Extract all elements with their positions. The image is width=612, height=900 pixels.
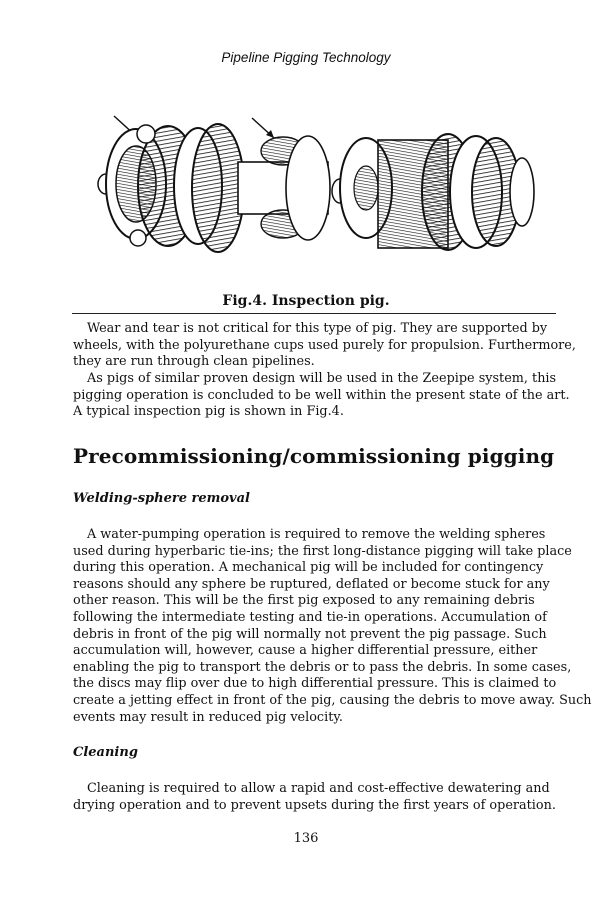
rear-module xyxy=(332,134,534,250)
text-line: Wear and tear is not critical for this type of pig. They are supported by xyxy=(87,321,548,336)
inspection-pig-illustration xyxy=(78,106,538,292)
text-line: during this operation. A mechanical pig will be included for contingency xyxy=(73,560,544,576)
text-line: debris in front of the pig will normally not prevent the pig passage. Such xyxy=(73,626,547,642)
subsection-heading-welding-sphere: Welding-sphere removal xyxy=(73,491,250,506)
front-module xyxy=(98,124,244,252)
pointer-arrow-right xyxy=(252,118,274,138)
text-line: reasons should any sphere be ruptured, deflated or become stuck for any xyxy=(73,576,550,592)
text-line: the discs may flip over due to high differential pressure. This is claimed to xyxy=(73,676,557,692)
paragraph-cleaning xyxy=(73,781,558,814)
text-line: drying operation and to prevent upsets during the first years of operation. xyxy=(73,797,556,813)
figure-caption: Fig.4. Inspection pig. xyxy=(222,293,390,309)
text-line: wheels, with the polyurethane cups used purely for propulsion. Furthermore, xyxy=(73,337,576,353)
text-line: create a jetting effect in front of the pig, causing the debris to move away. Such xyxy=(73,692,592,708)
text-line: used during hyperbaric tie-ins; the first long-distance pigging will take place xyxy=(73,543,572,559)
text-line: Cleaning is required to allow a rapid and cost-effective dewatering and xyxy=(87,781,550,796)
text-line: following the intermediate testing and tie-in operations. Accumulation of xyxy=(73,609,547,625)
text-line: other reason. This will be the first pig exposed to any remaining debris xyxy=(73,593,535,609)
running-header: Pipeline Pigging Technology xyxy=(221,50,391,65)
text-line: pigging operation is concluded to be well within the present state of the art. xyxy=(73,387,570,403)
text-line: A typical inspection pig is shown in Fig.4. xyxy=(73,404,344,420)
page-number: 136 xyxy=(293,831,319,846)
paragraph-wear-and-tear xyxy=(73,321,576,371)
subsection-heading-cleaning: Cleaning xyxy=(73,745,138,760)
text-line: events may result in reduced pig velocity. xyxy=(73,709,343,725)
paragraph-similar-design xyxy=(73,371,570,421)
text-line: accumulation will, however, cause a higher differential pressure, either xyxy=(73,643,538,659)
connecting-body xyxy=(238,136,330,240)
paragraph-welding-sphere-removal xyxy=(73,527,592,726)
text-line: As pigs of similar proven design will be used in the Zeepipe system, this xyxy=(87,371,557,386)
text-line: they are run through clean pipelines. xyxy=(73,354,315,370)
caption-rule xyxy=(72,313,556,314)
text-line: enabling the pig to transport the debris or to pass the debris. In some cases, xyxy=(73,659,572,675)
section-heading: Precommissioning/commissioning pigging xyxy=(73,444,555,468)
text-line: A water-pumping operation is required to remove the welding spheres xyxy=(87,527,546,542)
